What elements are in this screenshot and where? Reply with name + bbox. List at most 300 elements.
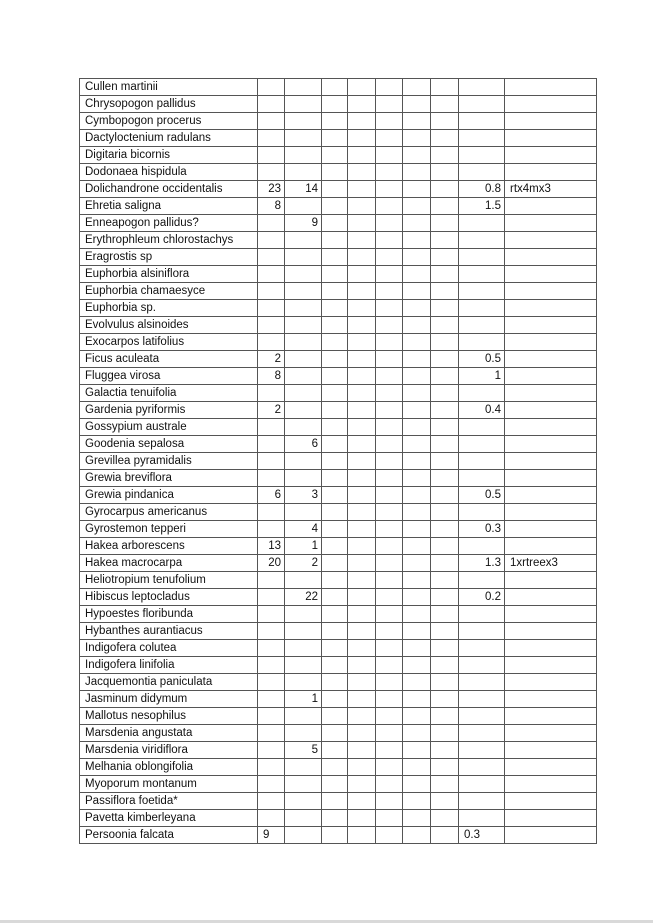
count-cell-2 bbox=[285, 283, 322, 300]
notes-cell bbox=[505, 215, 597, 232]
empty-cell-6 bbox=[403, 453, 431, 470]
count-cell-1 bbox=[258, 674, 285, 691]
count-cell-2 bbox=[285, 419, 322, 436]
empty-cell-3 bbox=[322, 640, 348, 657]
height-cell bbox=[459, 283, 505, 300]
count-cell-1 bbox=[258, 266, 285, 283]
empty-cell-6 bbox=[403, 419, 431, 436]
empty-cell-4 bbox=[348, 317, 376, 334]
height-cell bbox=[459, 96, 505, 113]
empty-cell-6 bbox=[403, 317, 431, 334]
empty-cell-4 bbox=[348, 742, 376, 759]
notes-cell bbox=[505, 623, 597, 640]
empty-cell-5 bbox=[376, 164, 403, 181]
empty-cell-4 bbox=[348, 232, 376, 249]
notes-cell bbox=[505, 640, 597, 657]
empty-cell-3 bbox=[322, 538, 348, 555]
species-name-cell: Jasminum didymum bbox=[80, 691, 258, 708]
table-row bbox=[80, 555, 597, 572]
species-name-cell: Gardenia pyriformis bbox=[80, 402, 258, 419]
count-cell-2 bbox=[285, 606, 322, 623]
empty-cell-5 bbox=[376, 691, 403, 708]
empty-cell-6 bbox=[403, 521, 431, 538]
count-cell-1: 9 bbox=[258, 827, 285, 844]
notes-cell: rtx4mx3 bbox=[505, 181, 597, 198]
count-cell-2: 5 bbox=[285, 742, 322, 759]
empty-cell-3 bbox=[322, 402, 348, 419]
height-cell bbox=[459, 147, 505, 164]
empty-cell-4 bbox=[348, 368, 376, 385]
table-row bbox=[80, 266, 597, 283]
empty-cell-6 bbox=[403, 827, 431, 844]
empty-cell-3 bbox=[322, 436, 348, 453]
empty-cell-3 bbox=[322, 725, 348, 742]
species-name-cell: Myoporum montanum bbox=[80, 776, 258, 793]
table-row bbox=[80, 436, 597, 453]
empty-cell-4 bbox=[348, 572, 376, 589]
empty-cell-4 bbox=[348, 725, 376, 742]
empty-cell-5 bbox=[376, 504, 403, 521]
notes-cell bbox=[505, 266, 597, 283]
empty-cell-3 bbox=[322, 283, 348, 300]
notes-cell bbox=[505, 674, 597, 691]
empty-cell-4 bbox=[348, 674, 376, 691]
empty-cell-3 bbox=[322, 521, 348, 538]
empty-cell-6 bbox=[403, 572, 431, 589]
count-cell-2 bbox=[285, 827, 322, 844]
notes-cell bbox=[505, 470, 597, 487]
empty-cell-3 bbox=[322, 232, 348, 249]
count-cell-1 bbox=[258, 521, 285, 538]
count-cell-2 bbox=[285, 334, 322, 351]
table-row bbox=[80, 351, 597, 368]
count-cell-2 bbox=[285, 266, 322, 283]
height-cell bbox=[459, 317, 505, 334]
notes-cell bbox=[505, 606, 597, 623]
count-cell-1 bbox=[258, 657, 285, 674]
empty-cell-7 bbox=[431, 640, 459, 657]
empty-cell-6 bbox=[403, 215, 431, 232]
empty-cell-4 bbox=[348, 589, 376, 606]
count-cell-1: 2 bbox=[258, 402, 285, 419]
height-cell bbox=[459, 232, 505, 249]
empty-cell-7 bbox=[431, 674, 459, 691]
count-cell-1 bbox=[258, 334, 285, 351]
empty-cell-6 bbox=[403, 725, 431, 742]
count-cell-1 bbox=[258, 691, 285, 708]
empty-cell-6 bbox=[403, 130, 431, 147]
empty-cell-3 bbox=[322, 504, 348, 521]
species-name-cell: Persoonia falcata bbox=[80, 827, 258, 844]
empty-cell-4 bbox=[348, 793, 376, 810]
count-cell-1 bbox=[258, 113, 285, 130]
count-cell-2 bbox=[285, 504, 322, 521]
empty-cell-7 bbox=[431, 215, 459, 232]
species-name-cell: Marsdenia angustata bbox=[80, 725, 258, 742]
empty-cell-3 bbox=[322, 827, 348, 844]
count-cell-1 bbox=[258, 504, 285, 521]
table-row bbox=[80, 606, 597, 623]
notes-cell bbox=[505, 130, 597, 147]
empty-cell-5 bbox=[376, 334, 403, 351]
table-row bbox=[80, 113, 597, 130]
empty-cell-5 bbox=[376, 538, 403, 555]
empty-cell-5 bbox=[376, 776, 403, 793]
empty-cell-6 bbox=[403, 691, 431, 708]
count-cell-1 bbox=[258, 606, 285, 623]
count-cell-2 bbox=[285, 79, 322, 96]
empty-cell-5 bbox=[376, 147, 403, 164]
table-row bbox=[80, 487, 597, 504]
count-cell-1 bbox=[258, 96, 285, 113]
empty-cell-6 bbox=[403, 657, 431, 674]
empty-cell-6 bbox=[403, 759, 431, 776]
notes-cell bbox=[505, 725, 597, 742]
table-row bbox=[80, 674, 597, 691]
species-name-cell: Marsdenia viridiflora bbox=[80, 742, 258, 759]
empty-cell-7 bbox=[431, 385, 459, 402]
empty-cell-3 bbox=[322, 555, 348, 572]
count-cell-2: 4 bbox=[285, 521, 322, 538]
count-cell-2 bbox=[285, 300, 322, 317]
empty-cell-4 bbox=[348, 538, 376, 555]
species-name-cell: Gyrocarpus americanus bbox=[80, 504, 258, 521]
empty-cell-6 bbox=[403, 368, 431, 385]
count-cell-2 bbox=[285, 385, 322, 402]
table-row bbox=[80, 742, 597, 759]
empty-cell-4 bbox=[348, 504, 376, 521]
notes-cell bbox=[505, 164, 597, 181]
empty-cell-4 bbox=[348, 385, 376, 402]
species-name-cell: Pavetta kimberleyana bbox=[80, 810, 258, 827]
empty-cell-6 bbox=[403, 674, 431, 691]
notes-cell bbox=[505, 708, 597, 725]
notes-cell bbox=[505, 351, 597, 368]
empty-cell-7 bbox=[431, 606, 459, 623]
count-cell-1: 8 bbox=[258, 198, 285, 215]
empty-cell-7 bbox=[431, 181, 459, 198]
count-cell-1 bbox=[258, 436, 285, 453]
table-row bbox=[80, 198, 597, 215]
height-cell bbox=[459, 385, 505, 402]
height-cell bbox=[459, 606, 505, 623]
count-cell-1 bbox=[258, 708, 285, 725]
empty-cell-4 bbox=[348, 606, 376, 623]
empty-cell-4 bbox=[348, 300, 376, 317]
height-cell bbox=[459, 470, 505, 487]
table-row bbox=[80, 691, 597, 708]
empty-cell-3 bbox=[322, 385, 348, 402]
table-row bbox=[80, 453, 597, 470]
empty-cell-7 bbox=[431, 504, 459, 521]
empty-cell-6 bbox=[403, 640, 431, 657]
empty-cell-4 bbox=[348, 759, 376, 776]
height-cell: 0.3 bbox=[459, 827, 505, 844]
count-cell-2 bbox=[285, 113, 322, 130]
count-cell-2 bbox=[285, 198, 322, 215]
species-table-body bbox=[80, 79, 597, 844]
count-cell-1 bbox=[258, 470, 285, 487]
empty-cell-4 bbox=[348, 130, 376, 147]
count-cell-1: 13 bbox=[258, 538, 285, 555]
height-cell bbox=[459, 266, 505, 283]
empty-cell-5 bbox=[376, 130, 403, 147]
empty-cell-6 bbox=[403, 623, 431, 640]
height-cell: 0.3 bbox=[459, 521, 505, 538]
notes-cell bbox=[505, 300, 597, 317]
table-row bbox=[80, 708, 597, 725]
empty-cell-7 bbox=[431, 759, 459, 776]
empty-cell-5 bbox=[376, 232, 403, 249]
height-cell bbox=[459, 776, 505, 793]
empty-cell-4 bbox=[348, 708, 376, 725]
empty-cell-3 bbox=[322, 793, 348, 810]
height-cell bbox=[459, 810, 505, 827]
empty-cell-3 bbox=[322, 453, 348, 470]
species-name-cell: Hakea arborescens bbox=[80, 538, 258, 555]
species-name-cell: Euphorbia alsiniflora bbox=[80, 266, 258, 283]
empty-cell-7 bbox=[431, 300, 459, 317]
empty-cell-6 bbox=[403, 538, 431, 555]
empty-cell-7 bbox=[431, 113, 459, 130]
count-cell-2 bbox=[285, 453, 322, 470]
empty-cell-3 bbox=[322, 606, 348, 623]
empty-cell-4 bbox=[348, 453, 376, 470]
empty-cell-3 bbox=[322, 96, 348, 113]
empty-cell-6 bbox=[403, 283, 431, 300]
count-cell-1 bbox=[258, 385, 285, 402]
count-cell-1 bbox=[258, 640, 285, 657]
empty-cell-7 bbox=[431, 691, 459, 708]
height-cell bbox=[459, 793, 505, 810]
count-cell-1 bbox=[258, 317, 285, 334]
empty-cell-5 bbox=[376, 283, 403, 300]
count-cell-1 bbox=[258, 793, 285, 810]
species-name-cell: Heliotropium tenufolium bbox=[80, 572, 258, 589]
empty-cell-3 bbox=[322, 708, 348, 725]
empty-cell-6 bbox=[403, 164, 431, 181]
empty-cell-5 bbox=[376, 810, 403, 827]
count-cell-1 bbox=[258, 215, 285, 232]
empty-cell-7 bbox=[431, 623, 459, 640]
empty-cell-3 bbox=[322, 334, 348, 351]
empty-cell-3 bbox=[322, 470, 348, 487]
empty-cell-3 bbox=[322, 368, 348, 385]
notes-cell bbox=[505, 334, 597, 351]
empty-cell-7 bbox=[431, 725, 459, 742]
count-cell-1 bbox=[258, 623, 285, 640]
empty-cell-7 bbox=[431, 470, 459, 487]
count-cell-2 bbox=[285, 402, 322, 419]
empty-cell-6 bbox=[403, 793, 431, 810]
empty-cell-7 bbox=[431, 657, 459, 674]
species-name-cell: Indigofera colutea bbox=[80, 640, 258, 657]
notes-cell bbox=[505, 657, 597, 674]
empty-cell-6 bbox=[403, 266, 431, 283]
notes-cell bbox=[505, 453, 597, 470]
empty-cell-5 bbox=[376, 606, 403, 623]
empty-cell-5 bbox=[376, 487, 403, 504]
table-row bbox=[80, 402, 597, 419]
count-cell-2 bbox=[285, 317, 322, 334]
empty-cell-7 bbox=[431, 334, 459, 351]
empty-cell-4 bbox=[348, 827, 376, 844]
height-cell bbox=[459, 79, 505, 96]
empty-cell-5 bbox=[376, 725, 403, 742]
empty-cell-7 bbox=[431, 742, 459, 759]
empty-cell-3 bbox=[322, 164, 348, 181]
notes-cell bbox=[505, 572, 597, 589]
species-name-cell: Ehretia saligna bbox=[80, 198, 258, 215]
empty-cell-7 bbox=[431, 232, 459, 249]
empty-cell-5 bbox=[376, 640, 403, 657]
species-name-cell: Chrysopogon pallidus bbox=[80, 96, 258, 113]
empty-cell-5 bbox=[376, 351, 403, 368]
table-row bbox=[80, 623, 597, 640]
species-name-cell: Passiflora foetida* bbox=[80, 793, 258, 810]
empty-cell-7 bbox=[431, 317, 459, 334]
empty-cell-4 bbox=[348, 810, 376, 827]
empty-cell-6 bbox=[403, 113, 431, 130]
height-cell bbox=[459, 725, 505, 742]
count-cell-1 bbox=[258, 776, 285, 793]
table-row bbox=[80, 368, 597, 385]
count-cell-1 bbox=[258, 232, 285, 249]
empty-cell-4 bbox=[348, 436, 376, 453]
empty-cell-6 bbox=[403, 232, 431, 249]
empty-cell-7 bbox=[431, 776, 459, 793]
empty-cell-3 bbox=[322, 742, 348, 759]
empty-cell-3 bbox=[322, 147, 348, 164]
height-cell bbox=[459, 504, 505, 521]
count-cell-2 bbox=[285, 249, 322, 266]
empty-cell-6 bbox=[403, 79, 431, 96]
empty-cell-6 bbox=[403, 589, 431, 606]
height-cell: 0.4 bbox=[459, 402, 505, 419]
empty-cell-3 bbox=[322, 589, 348, 606]
empty-cell-4 bbox=[348, 215, 376, 232]
count-cell-2: 1 bbox=[285, 691, 322, 708]
table-row bbox=[80, 793, 597, 810]
empty-cell-5 bbox=[376, 368, 403, 385]
notes-cell bbox=[505, 368, 597, 385]
empty-cell-6 bbox=[403, 742, 431, 759]
empty-cell-3 bbox=[322, 674, 348, 691]
count-cell-2: 2 bbox=[285, 555, 322, 572]
table-row bbox=[80, 130, 597, 147]
height-cell: 0.5 bbox=[459, 351, 505, 368]
height-cell: 1.3 bbox=[459, 555, 505, 572]
height-cell bbox=[459, 164, 505, 181]
empty-cell-5 bbox=[376, 436, 403, 453]
notes-cell bbox=[505, 283, 597, 300]
count-cell-2 bbox=[285, 623, 322, 640]
empty-cell-7 bbox=[431, 147, 459, 164]
count-cell-2 bbox=[285, 776, 322, 793]
empty-cell-4 bbox=[348, 249, 376, 266]
count-cell-2: 3 bbox=[285, 487, 322, 504]
table-row bbox=[80, 96, 597, 113]
species-name-cell: Jacquemontia paniculata bbox=[80, 674, 258, 691]
empty-cell-3 bbox=[322, 130, 348, 147]
height-cell bbox=[459, 334, 505, 351]
empty-cell-4 bbox=[348, 555, 376, 572]
empty-cell-3 bbox=[322, 776, 348, 793]
notes-cell bbox=[505, 198, 597, 215]
count-cell-2 bbox=[285, 708, 322, 725]
species-name-cell: Gyrostemon tepperi bbox=[80, 521, 258, 538]
empty-cell-7 bbox=[431, 521, 459, 538]
empty-cell-7 bbox=[431, 283, 459, 300]
empty-cell-5 bbox=[376, 453, 403, 470]
empty-cell-3 bbox=[322, 181, 348, 198]
empty-cell-7 bbox=[431, 96, 459, 113]
empty-cell-6 bbox=[403, 555, 431, 572]
empty-cell-3 bbox=[322, 79, 348, 96]
empty-cell-3 bbox=[322, 198, 348, 215]
count-cell-1 bbox=[258, 725, 285, 742]
species-name-cell: Ficus aculeata bbox=[80, 351, 258, 368]
empty-cell-4 bbox=[348, 113, 376, 130]
empty-cell-3 bbox=[322, 657, 348, 674]
count-cell-2 bbox=[285, 674, 322, 691]
empty-cell-5 bbox=[376, 198, 403, 215]
empty-cell-3 bbox=[322, 572, 348, 589]
notes-cell: 1xrtreex3 bbox=[505, 555, 597, 572]
height-cell bbox=[459, 130, 505, 147]
empty-cell-3 bbox=[322, 351, 348, 368]
notes-cell bbox=[505, 147, 597, 164]
count-cell-1 bbox=[258, 759, 285, 776]
species-name-cell: Hakea macrocarpa bbox=[80, 555, 258, 572]
table-row bbox=[80, 334, 597, 351]
empty-cell-6 bbox=[403, 606, 431, 623]
count-cell-2 bbox=[285, 572, 322, 589]
count-cell-2 bbox=[285, 96, 322, 113]
count-cell-1 bbox=[258, 810, 285, 827]
table-row bbox=[80, 657, 597, 674]
empty-cell-6 bbox=[403, 487, 431, 504]
empty-cell-7 bbox=[431, 810, 459, 827]
count-cell-2 bbox=[285, 725, 322, 742]
species-name-cell: Hybanthes aurantiacus bbox=[80, 623, 258, 640]
table-row bbox=[80, 521, 597, 538]
empty-cell-7 bbox=[431, 249, 459, 266]
empty-cell-4 bbox=[348, 691, 376, 708]
table-row bbox=[80, 589, 597, 606]
empty-cell-6 bbox=[403, 147, 431, 164]
count-cell-1 bbox=[258, 283, 285, 300]
empty-cell-7 bbox=[431, 538, 459, 555]
count-cell-2: 14 bbox=[285, 181, 322, 198]
empty-cell-6 bbox=[403, 385, 431, 402]
notes-cell bbox=[505, 487, 597, 504]
height-cell bbox=[459, 453, 505, 470]
empty-cell-5 bbox=[376, 385, 403, 402]
count-cell-2 bbox=[285, 147, 322, 164]
empty-cell-5 bbox=[376, 266, 403, 283]
species-name-cell: Melhania oblongifolia bbox=[80, 759, 258, 776]
empty-cell-5 bbox=[376, 96, 403, 113]
species-name-cell: Cymbopogon procerus bbox=[80, 113, 258, 130]
species-name-cell: Mallotus nesophilus bbox=[80, 708, 258, 725]
notes-cell bbox=[505, 96, 597, 113]
empty-cell-3 bbox=[322, 623, 348, 640]
empty-cell-3 bbox=[322, 419, 348, 436]
count-cell-2 bbox=[285, 810, 322, 827]
empty-cell-4 bbox=[348, 640, 376, 657]
species-name-cell: Cullen martinii bbox=[80, 79, 258, 96]
